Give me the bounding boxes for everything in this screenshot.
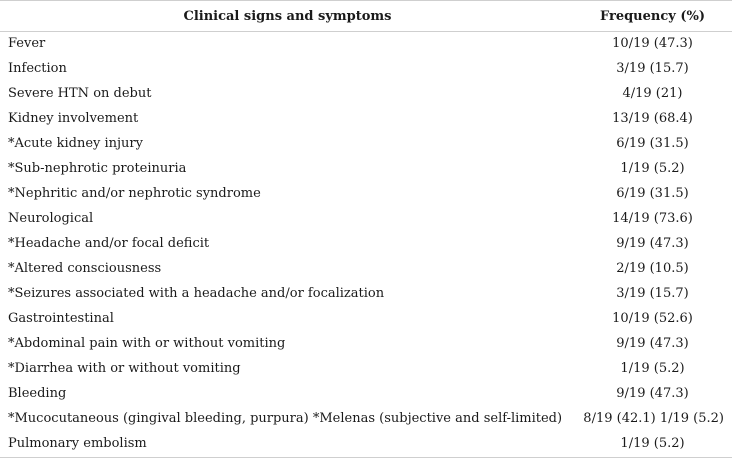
table-row — [0, 107, 732, 132]
header-frequency: Frequency (%) — [599, 9, 706, 24]
row-frequency: 9/19 (47.3) — [616, 236, 689, 251]
table-row — [0, 407, 732, 432]
table-row — [0, 432, 732, 457]
table-row — [0, 257, 732, 282]
table-row — [0, 82, 732, 107]
header-clinical-signs: Clinical signs and symptoms — [183, 9, 392, 24]
row-frequency: 6/19 (31.5) — [616, 136, 689, 151]
table-row — [0, 307, 732, 332]
row-frequency: 1/19 (5.2) — [620, 161, 685, 176]
row-sign: *Headache and/or focal deficit — [8, 236, 210, 251]
row-sign: *Acute kidney injury — [8, 136, 143, 151]
row-sign: *Altered consciousness — [8, 261, 162, 276]
row-sign: Severe HTN on debut — [8, 86, 152, 101]
table-row — [0, 157, 732, 182]
table-header-row — [0, 1, 732, 32]
row-frequency: 9/19 (47.3) — [616, 336, 689, 351]
row-sign: Kidney involvement — [8, 111, 139, 126]
row-sign: *Seizures associated with a headache and/or focalization — [8, 286, 385, 301]
table-row — [0, 132, 732, 157]
table-row — [0, 382, 732, 407]
row-frequency: 1/19 (5.2) — [620, 436, 685, 451]
row-sign: Bleeding — [8, 386, 67, 401]
row-frequency: 10/19 (47.3) — [612, 36, 693, 51]
row-sign: Pulmonary embolism — [8, 436, 147, 451]
row-frequency: 2/19 (10.5) — [616, 261, 689, 276]
row-sign: *Diarrhea with or without vomiting — [8, 361, 241, 376]
row-sign: *Sub-nephrotic proteinuria — [8, 161, 187, 176]
row-frequency: 6/19 (31.5) — [616, 186, 689, 201]
row-frequency: 4/19 (21) — [622, 86, 683, 101]
table-row — [0, 57, 732, 82]
row-sign: Gastrointestinal — [8, 311, 114, 326]
row-sign: Neurological — [8, 211, 94, 226]
row-sign: Fever — [8, 36, 46, 51]
row-sign: Infection — [8, 61, 67, 76]
table-row — [0, 207, 732, 232]
row-sign: *Abdominal pain with or without vomiting — [8, 336, 286, 351]
row-frequency: 3/19 (15.7) — [616, 61, 689, 76]
row-frequency: 9/19 (47.3) — [616, 386, 689, 401]
table-row — [0, 332, 732, 357]
row-sign: *Mucocutaneous (gingival bleeding, purpura) *Melenas (subjective and self-limited) — [8, 411, 563, 426]
row-frequency: 3/19 (15.7) — [616, 286, 689, 301]
row-frequency: 8/19 (42.1) 1/19 (5.2) — [583, 411, 724, 426]
row-frequency: 14/19 (73.6) — [612, 211, 693, 226]
table-row — [0, 357, 732, 382]
row-frequency: 13/19 (68.4) — [612, 111, 693, 126]
row-frequency: 10/19 (52.6) — [612, 311, 693, 326]
table-row — [0, 32, 732, 57]
row-sign: *Nephritic and/or nephrotic syndrome — [8, 186, 261, 201]
table-row — [0, 182, 732, 207]
row-frequency: 1/19 (5.2) — [620, 361, 685, 376]
table-row — [0, 282, 732, 307]
table-row — [0, 232, 732, 257]
